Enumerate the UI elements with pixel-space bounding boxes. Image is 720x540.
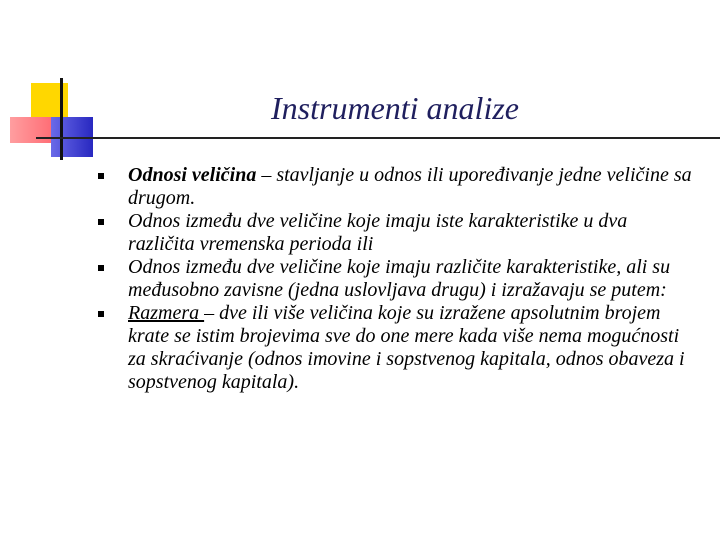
square-bullet-icon xyxy=(98,173,104,179)
item-text: – dve ili više veličina koje su izražene apsolutnim brojem krate se istim brojevima sve do one mere kada više nema mogućnosti za skraćivanje (odnos imovine i sopstvenog kapitala, odnos obaveza i sopstvenog kapitala). xyxy=(128,302,685,393)
item-text: Odnos između dve veličine koje imaju različite karakteristike, ali su međusobno zavisne (jedna uslovljava drugu) i izražavaju se putem: xyxy=(128,256,671,301)
item-text: – stavljanje u odnos ili upoređivanje jedne veličine sa drugom. xyxy=(128,164,692,209)
item-term: Odnosi veličina xyxy=(128,164,257,186)
list-item xyxy=(96,256,696,302)
decorative-logo xyxy=(0,0,100,165)
square-bullet-icon xyxy=(98,311,104,317)
item-term: Razmera xyxy=(128,302,205,324)
square-bullet-icon xyxy=(98,265,104,271)
list-item xyxy=(96,302,696,394)
list-item xyxy=(96,164,696,210)
slide-title: Instrumenti analize xyxy=(271,90,519,126)
square-bullet-icon xyxy=(98,219,104,225)
title-divider xyxy=(36,137,720,139)
bullet-list xyxy=(96,164,696,394)
item-text: Odnos između dve veličine koje imaju iste karakteristike u dva različita vremenska perioda ili xyxy=(128,210,628,255)
list-item xyxy=(96,210,696,256)
